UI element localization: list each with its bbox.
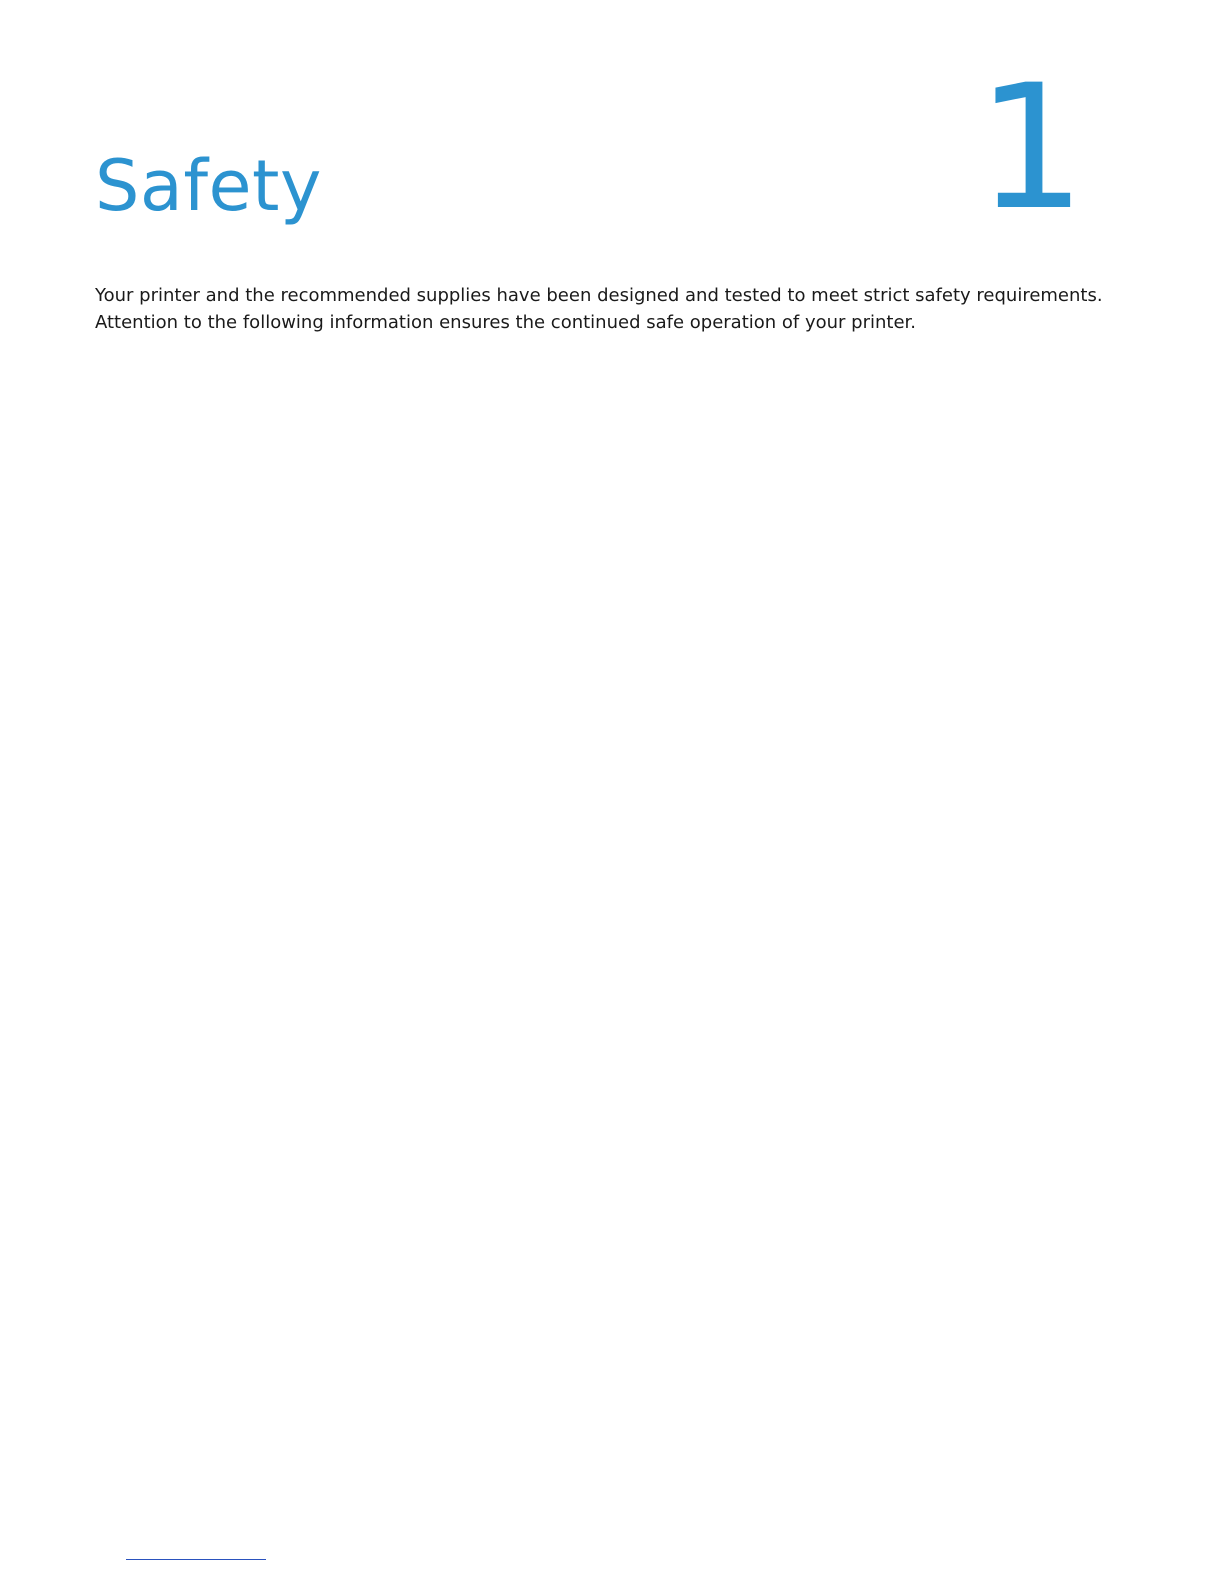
chapter-number: 1: [976, 47, 1086, 248]
footer-divider: [126, 1559, 266, 1560]
intro-line-2: Attention to the following information ensures the continued safe operation of your printer.: [95, 312, 917, 333]
intro-line-1: Your printer and the recommended supplies have been designed and tested to meet strict safety requirements.: [95, 285, 1103, 306]
intro-paragraph: [95, 282, 1135, 336]
chapter-title: Safety: [95, 145, 322, 227]
